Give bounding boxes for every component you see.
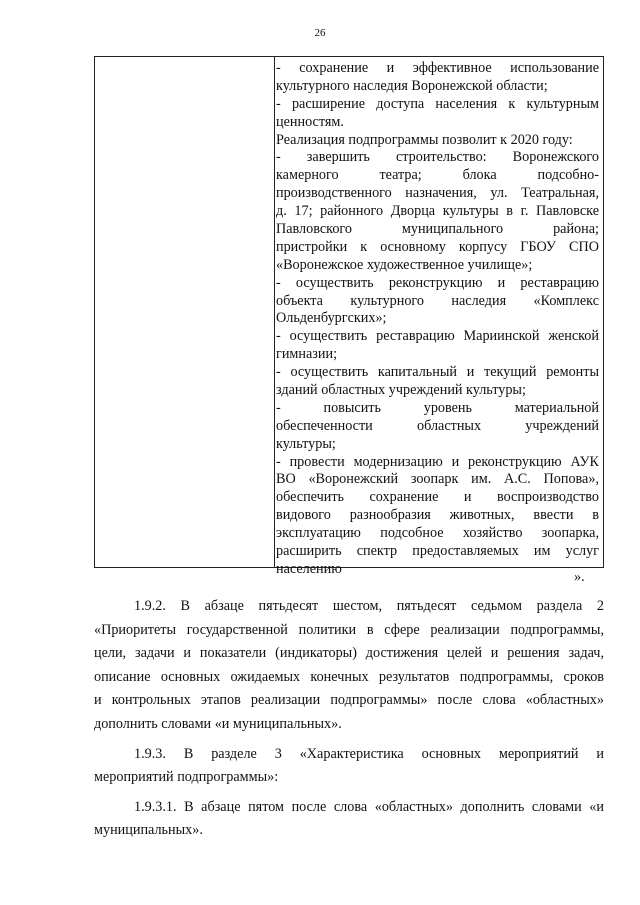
table-text-line: камерного театра; блока подсобно-: [276, 167, 599, 184]
table-text-line: обеспечить сохранение и воспроизводство: [276, 489, 599, 506]
body-text-line: цели, задачи и показатели (индикаторы) достижения целей и решения задач,: [94, 645, 604, 662]
table-text-line: - осуществить капитальный и текущий ремонты: [276, 364, 599, 381]
document-body: [94, 595, 604, 843]
table-text-line: Реализация подпрограммы позволит к 2020 году:: [276, 131, 573, 148]
body-text-line: 1.9.2. В абзаце пятьдесят шестом, пятьдесят седьмом раздела 2: [134, 598, 604, 614]
body-paragraph: [94, 743, 604, 790]
page-number: 26: [314, 27, 326, 39]
body-text-line: и контрольных этапов реализации подпрограммы» после слова «областных»: [94, 692, 604, 709]
table-text-line: пристройки к основному корпусу ГБОУ СПО: [276, 238, 599, 255]
table-text-line: - завершить строительство: Воронежского: [276, 149, 599, 166]
table-closing-quote: ».: [574, 569, 585, 585]
table-text-line: расширить спектр предоставляемых им услуг: [276, 543, 599, 560]
body-paragraph: [94, 796, 604, 843]
body-text-line: «Приоритеты государственной политики в сфере реализации подпрограммы,: [94, 621, 604, 638]
table-text-line: культурного наследия Воронежской области;: [276, 77, 548, 94]
body-text-line: мероприятий подпрограммы»:: [94, 769, 279, 786]
table-text-line: - сохранение и эффективное использование: [276, 60, 599, 76]
body-text-line: описание основных ожидаемых конечных результатов подпрограммы, сроков: [94, 668, 604, 685]
table-text-line: гимназии;: [276, 346, 338, 363]
table-text-line: производственного назначения, ул. Театральная,: [276, 185, 599, 202]
table-left-cell: [95, 57, 275, 567]
table-text-line: ценностям.: [276, 113, 344, 130]
table-text-line: - расширение доступа населения к культурным: [276, 95, 599, 112]
table-text-line: Павловского муниципального района;: [276, 221, 599, 238]
table-text-line: культуры;: [276, 435, 336, 452]
body-text-line: 1.9.3. В разделе 3 «Характеристика основных мероприятий и: [134, 745, 604, 762]
table-text-line: ВО «Воронежский зоопарк им. А.С. Попова»,: [276, 471, 599, 488]
table-text-line: - осуществить реконструкцию и реставрацию: [276, 274, 599, 291]
program-table: [94, 56, 604, 577]
body-text-line: 1.9.3.1. В абзаце пятом после слова «областных» дополнить словами «и: [134, 798, 604, 815]
body-text-line: муниципальных».: [94, 822, 203, 839]
body-paragraph: [94, 595, 604, 737]
table-text-line: объекта культурного наследия «Комплекс: [276, 292, 599, 309]
table-text-line: эксплуатацию подсобное хозяйство зоопарка,: [276, 525, 599, 542]
table-text-line: Ольденбургских»;: [276, 310, 387, 327]
table-text-line: - повысить уровень материальной: [276, 399, 599, 416]
table-text-line: обеспеченности областных учреждений: [276, 417, 599, 434]
body-text-line: дополнить словами «и муниципальных».: [94, 715, 342, 732]
table-text-line: населению: [276, 560, 342, 577]
table-text-line: зданий областных учреждений культуры;: [276, 382, 526, 399]
table-text-line: - провести модернизацию и реконструкцию АУК: [276, 453, 599, 470]
table-text-line: «Воронежское художественное училище»;: [276, 256, 533, 273]
table-text-line: видового разнообразия животных, ввести в: [276, 507, 599, 524]
table-text-line: - осуществить реставрацию Мариинской женской: [276, 328, 599, 345]
table-right-cell: [276, 60, 599, 579]
table-text-line: д. 17; районного Дворца культуры в г. Павловске: [276, 203, 599, 220]
